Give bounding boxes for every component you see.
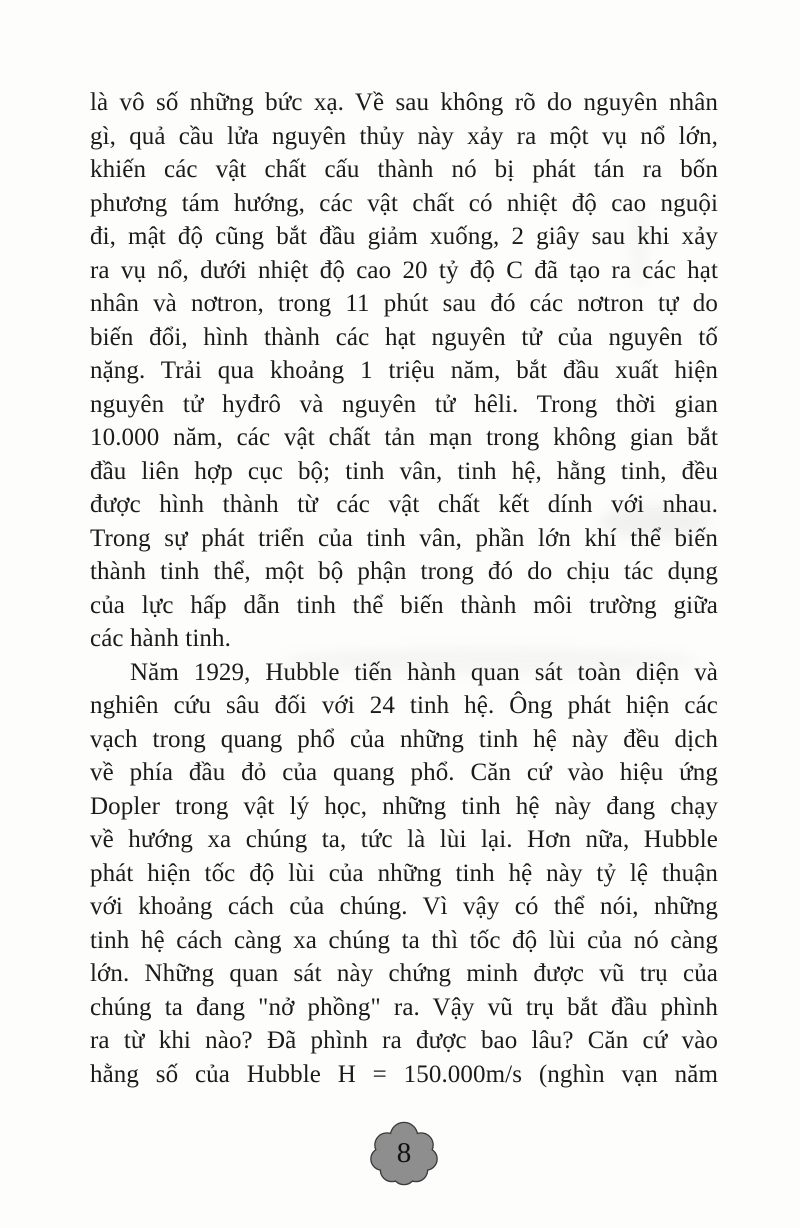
text-line: phát hiện tốc độ lùi của những tinh hệ này tỷ lệ thuận bbox=[90, 859, 718, 887]
text-line: tinh hệ cách càng xa chúng ta thì tốc độ lùi của nó càng bbox=[90, 926, 718, 954]
page-number: 8 bbox=[396, 1137, 412, 1169]
text-line: ra từ khi nào? Đã phình ra được bao lâu? Căn cứ vào bbox=[90, 1027, 718, 1054]
text-line: đầu liên hợp cục bộ; tinh vân, tinh hệ, hằng tinh, đều bbox=[90, 457, 718, 485]
text-line: vạch trong quang phổ của những tinh hệ này đều dịch bbox=[90, 725, 718, 753]
text-line: chúng ta đang "nở phồng" ra. Vậy vũ trụ bắt đầu phình bbox=[90, 993, 718, 1021]
text-line: đi, mật độ cũng bắt đầu giảm xuống, 2 giây sau khi xảy bbox=[90, 223, 718, 250]
text-line: lớn. Những quan sát này chứng minh được vũ trụ của bbox=[90, 960, 718, 987]
text-line: Dopler trong vật lý học, những tinh hệ này đang chạy bbox=[90, 792, 718, 820]
text-line: khiến các vật chất cấu thành nó bị phát tán ra bốn bbox=[90, 156, 718, 183]
page-number-badge bbox=[370, 1120, 438, 1188]
text-line: là vô số những bức xạ. Về sau không rõ do nguyên nhân bbox=[90, 89, 718, 116]
text-line: các hành tinh. bbox=[90, 625, 231, 652]
text-line: về phía đầu đỏ của quang phổ. Căn cứ vào hiệu ứng bbox=[90, 759, 718, 786]
text-line: nặng. Trải qua khoảng 1 triệu năm, bắt đầu xuất hiện bbox=[90, 357, 718, 384]
text-line: được hình thành từ các vật chất kết dính với nhau. bbox=[90, 491, 718, 518]
text-line: phương tám hướng, các vật chất có nhiệt độ cao nguội bbox=[90, 189, 718, 217]
text-line: 10.000 năm, các vật chất tản mạn trong không gian bắt bbox=[90, 424, 718, 451]
text-line: nhân và nơtron, trong 11 phút sau đó các nơtron tự do bbox=[90, 290, 718, 317]
text-line: nghiên cứu sâu đối với 24 tinh hệ. Ông phát hiện các bbox=[90, 692, 718, 719]
text-line: về hướng xa chúng ta, tức là lùi lại. Hơn nữa, Hubble bbox=[90, 826, 718, 853]
text-line: Năm 1929, Hubble tiến hành quan sát toàn diện và bbox=[130, 658, 718, 686]
text-line: với khoảng cách của chúng. Vì vậy có thể nói, những bbox=[90, 893, 718, 920]
text-block bbox=[90, 86, 718, 1091]
text-line: ra vụ nổ, dưới nhiệt độ cao 20 tỷ độ C đã tạo ra các hạt bbox=[90, 256, 718, 284]
text-line: gì, quả cầu lửa nguyên thủy này xảy ra một vụ nổ lớn, bbox=[90, 122, 718, 150]
text-line: Trong sự phát triển của tinh vân, phần lớn khí thể biến bbox=[90, 524, 718, 552]
text-line: biến đổi, hình thành các hạt nguyên tử của nguyên tố bbox=[90, 323, 718, 351]
text-line: của lực hấp dẫn tinh thể biến thành môi trường giữa bbox=[90, 591, 718, 619]
text-line: hằng số của Hubble H = 150.000m/s (nghìn vạn năm bbox=[90, 1060, 718, 1088]
text-line: thành tinh thể, một bộ phận trong đó do chịu tác dụng bbox=[90, 558, 718, 585]
text-line: nguyên tử hyđrô và nguyên tử hêli. Trong thời gian bbox=[90, 390, 718, 418]
